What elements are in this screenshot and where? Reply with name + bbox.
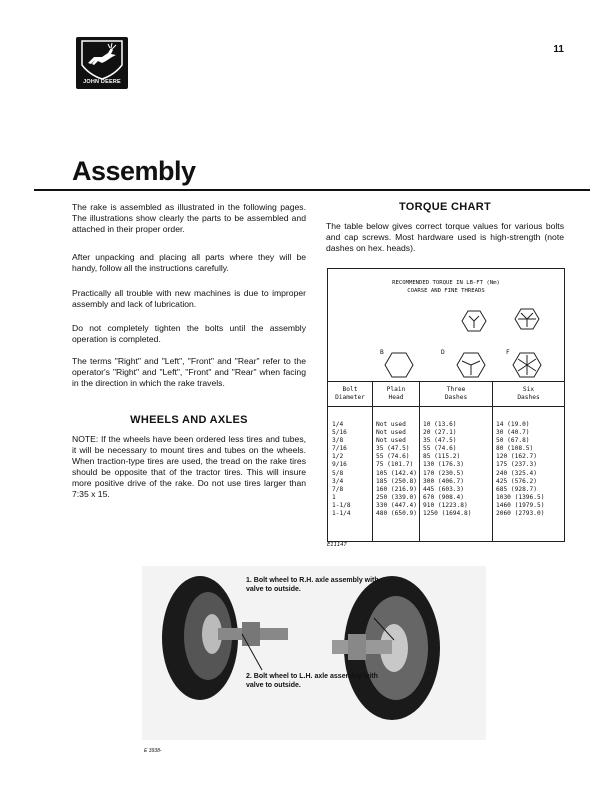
six-dashes-column — [496, 421, 544, 518]
terms-paragraph: The terms "Right" and "Left", "Front" and "Rear" refer to the operator's "Right" and "Left", "Front" and "Rear" when facing in the direction in which the rake travels. — [72, 356, 306, 388]
table-cell: 2060 (2793.0) — [496, 510, 545, 518]
unpacking-paragraph: After unpacking and placing all parts where they will be handy, follow all the instructions carefully. — [72, 252, 306, 273]
table-cell: 35 (47.5) — [423, 437, 457, 445]
table-cell: 130 (176.3) — [423, 461, 464, 469]
table-cell: 480 (650.9) — [376, 510, 417, 518]
table-cell: 1 — [332, 493, 336, 501]
torque-table — [327, 268, 565, 542]
john-deere-logo — [76, 37, 128, 89]
plain-bolt-icon — [385, 353, 413, 377]
six-dash-bolt-icon — [513, 353, 541, 377]
table-cell: 160 (216.9) — [376, 485, 417, 493]
title-rule — [34, 189, 590, 191]
plain-head-column — [376, 421, 417, 518]
table-cell: 85 (115.2) — [423, 453, 461, 461]
table-cell: 300 (406.7) — [423, 477, 464, 485]
callout-left-axle: 2. Bolt wheel to L.H. axle assembly with valve to outside. — [246, 673, 378, 689]
wheels-paragraph: NOTE: If the wheels have been ordered less tires and tubes, it will be necessary to mount tires and tubes on the wheels. When traction-type tires are used, the tread on the rake tires should be opposite that of the tractor tires. This will insure more positive drive of the rake. Do not use tires larger than 7:35 x 15. — [72, 434, 306, 499]
table-cell: 105 (142.4) — [376, 469, 417, 477]
table-cell: 1460 (1979.5) — [496, 501, 545, 509]
wheels-heading: WHEELS AND AXLES — [130, 414, 248, 426]
table-cell: 30 (40.7) — [496, 429, 530, 437]
bolt-label-d: D — [441, 349, 445, 356]
col-header-plain-head: Plain Head — [386, 386, 406, 401]
six-dash-bolt-top-icon — [515, 309, 539, 329]
table-cell: 50 (67.8) — [496, 437, 530, 445]
callout-right-axle: 1. Bolt wheel to R.H. axle assembly with valve to outside. — [246, 577, 379, 593]
page-title: Assembly — [72, 156, 196, 186]
table-cell: 20 (27.1) — [423, 429, 457, 437]
table-cell: 185 (250.8) — [376, 477, 417, 485]
table-cell: 55 (74.6) — [376, 453, 410, 461]
page-number: 11 — [553, 44, 564, 55]
table-cell: 7/16 — [332, 445, 347, 453]
deer-icon — [76, 37, 128, 81]
torque-table-heading: RECOMMENDED TORQUE IN LB-FT (Nm) COARSE AND FINE THREADS — [392, 280, 500, 294]
table-cell: 425 (576.2) — [496, 477, 537, 485]
wheel-axle-photo — [142, 566, 486, 740]
table-cell: Not used — [376, 437, 406, 445]
diameter-column — [332, 421, 351, 518]
torque-chart-title: TORQUE CHART — [398, 201, 491, 213]
table-cell: 14 (19.0) — [496, 421, 530, 428]
table-cell: 80 (108.5) — [496, 445, 534, 453]
trouble-paragraph: Practically all trouble with new machines is due to improper assembly and lack of lubrication. — [72, 288, 306, 309]
table-cell: 250 (339.0) — [376, 493, 417, 501]
table-cell: 55 (74.6) — [423, 445, 457, 453]
table-cell: 5/16 — [332, 429, 347, 437]
table-cell: 1250 (1694.8) — [423, 510, 472, 518]
table-cell: Not used — [376, 421, 406, 428]
table-cell: 685 (928.7) — [496, 485, 537, 493]
table-cell: 9/16 — [332, 461, 347, 469]
table-cell: 1030 (1396.5) — [496, 493, 545, 501]
table-cell: 10 (13.6) — [423, 421, 457, 428]
table-cell: 1/2 — [332, 453, 344, 461]
table-cell: 1-1/4 — [332, 510, 351, 518]
table-cell: 670 (908.4) — [423, 493, 464, 501]
table-cell: 170 (230.5) — [423, 469, 464, 477]
intro-paragraph: The rake is assembled as illustrated in the following pages. The illustrations show clearly the parts to be assembled and attached in their proper order. — [72, 202, 306, 234]
photo-figure-code: E 3938- — [144, 748, 162, 754]
table-cell: 35 (47.5) — [376, 445, 410, 453]
three-dashes-column — [423, 421, 471, 518]
bolt-head-illustrations — [328, 301, 564, 383]
col-header-bolt-diameter: Bolt Diameter — [335, 386, 365, 401]
table-cell: 5/8 — [332, 469, 344, 477]
table-cell: 75 (101.7) — [376, 461, 414, 469]
table-cell: Not used — [376, 429, 406, 437]
col-header-six-dashes: Six Dashes — [517, 386, 540, 401]
torque-intro: The table below gives correct torque values for various bolts and cap screws. Most hardware used is high-strength (note dashes on hex. heads). — [326, 221, 564, 253]
table-cell: 445 (603.3) — [423, 485, 464, 493]
table-cell: 1/4 — [332, 421, 344, 428]
table-cell: 910 (1223.8) — [423, 501, 468, 509]
bolt-label-b: B — [380, 349, 384, 356]
table-cell: 120 (162.7) — [496, 453, 537, 461]
bolts-paragraph: Do not completely tighten the bolts until the assembly operation is completed. — [72, 323, 306, 344]
table-cell: 3/8 — [332, 437, 344, 445]
col-header-three-dashes: Three Dashes — [444, 386, 468, 401]
table-cell: 1-1/8 — [332, 501, 351, 509]
table-cell: 175 (237.3) — [496, 461, 537, 469]
three-dash-bolt-icon — [457, 353, 485, 377]
table-cell: 3/4 — [332, 477, 344, 485]
three-dash-bolt-top-icon — [462, 311, 486, 331]
bolt-label-f: F — [506, 349, 510, 356]
table-cell: 240 (325.4) — [496, 469, 537, 477]
logo-text: JOHN DEERE — [83, 79, 121, 85]
table-cell: 7/8 — [332, 485, 344, 493]
chart-figure-code: E11147 — [327, 542, 347, 548]
table-cell: 330 (447.4) — [376, 501, 417, 509]
